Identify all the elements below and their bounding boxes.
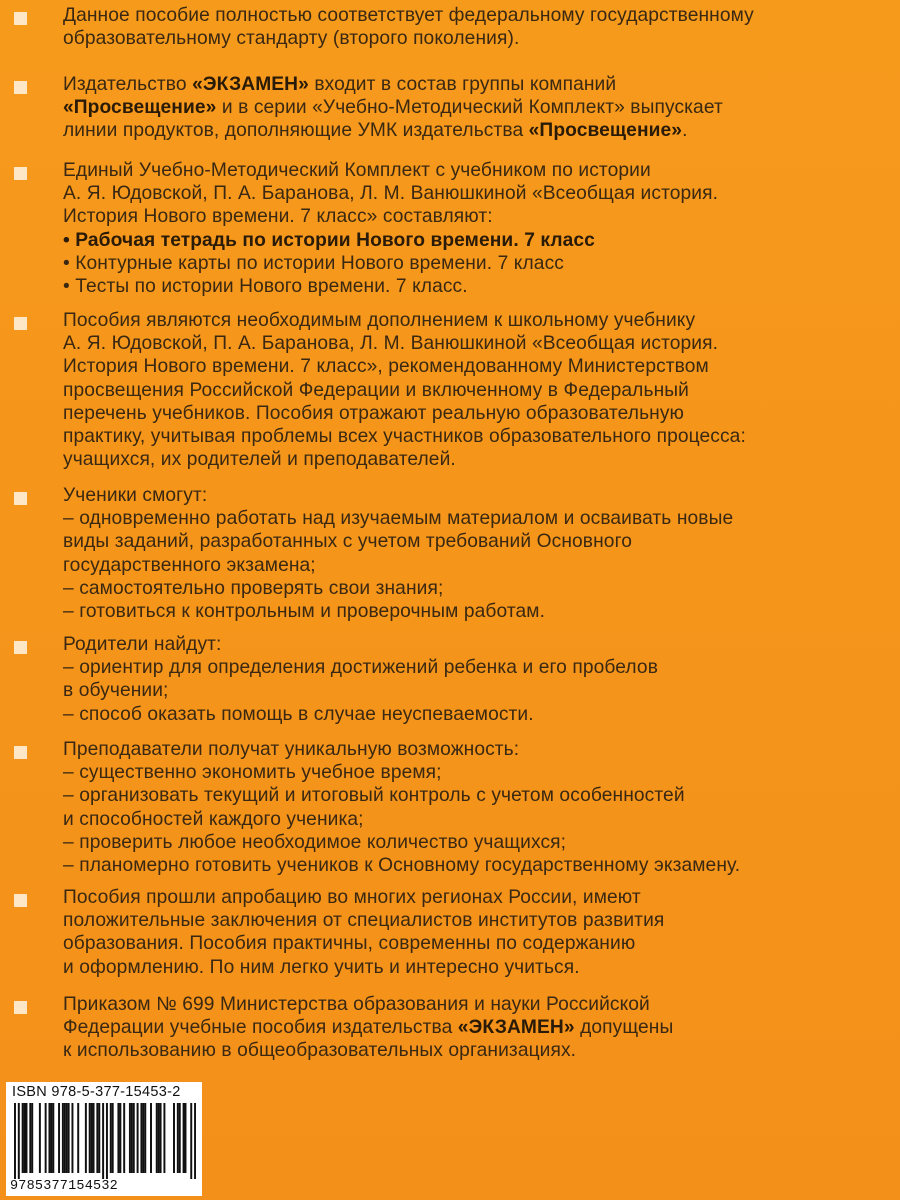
text-line: виды заданий, разработанных с учетом требований Основного — [63, 531, 633, 553]
barcode-bar — [91, 1103, 93, 1173]
isbn-label: ISBN 978-5-377-15453-2 — [12, 1084, 181, 1100]
text-line: перечень учебников. Пособия отражают реальную образовательную — [63, 402, 685, 424]
barcode-bar — [24, 1103, 26, 1173]
barcode-bar — [85, 1103, 87, 1173]
text-line: образования. Пособия практичны, современны по содержанию — [63, 933, 636, 955]
barcode-bar — [98, 1103, 100, 1173]
text-line: к использованию в общеобразовательных организациях. — [63, 1040, 577, 1062]
text-line: – самостоятельно проверять свои знания; — [63, 577, 444, 599]
barcode-bar — [119, 1103, 121, 1173]
barcode-bar — [71, 1103, 73, 1173]
barcode — [6, 1082, 202, 1196]
barcode-bar — [25, 1103, 27, 1173]
square-bullet-icon — [14, 81, 27, 94]
text-line: – планомерно готовить учеников к Основному государственному экзамену. — [63, 855, 741, 877]
barcode-bar — [39, 1103, 41, 1173]
barcode-bar — [177, 1103, 179, 1173]
barcode-bar — [163, 1103, 165, 1173]
barcode-bar — [31, 1103, 33, 1173]
text-line: А. Я. Юдовской, П. А. Барановa, Л. М. Ванюшкиной «Всеобщая история. — [63, 333, 719, 355]
barcode-bar — [106, 1103, 108, 1179]
barcode-bar — [22, 1103, 24, 1173]
barcode-bar — [131, 1103, 133, 1173]
barcode-bar — [144, 1103, 146, 1173]
barcode-bar — [142, 1103, 144, 1173]
text-line: История Нового времени. 7 класс», рекомендованному Министерством — [63, 356, 709, 378]
barcode-bar — [48, 1103, 50, 1173]
barcode-bar — [129, 1103, 131, 1173]
text-line: и оформлению. По ним легко учить и интересно учиться. — [63, 956, 580, 978]
list-item: • Рабочая тетрадь по истории Нового времени. 7 класс — [63, 229, 595, 251]
text-line: Пособия являются необходимым дополнением к школьному учебнику — [63, 310, 696, 331]
barcode-bar — [102, 1103, 104, 1179]
barcode-digits: 9785377154532 — [10, 1179, 118, 1194]
barcode-bar — [133, 1103, 135, 1173]
text-line: Единый Учебно-Методический Комплект с учебником по истории — [63, 160, 651, 181]
barcode-bar — [150, 1103, 152, 1173]
text-line: – ориентир для определения достижений ребенка и его пробелов — [63, 657, 659, 679]
text-line: Преподаватели получат уникальную возможность: — [63, 739, 520, 760]
square-bullet-icon — [14, 492, 27, 505]
barcode-bar — [68, 1103, 70, 1173]
barcode-bar — [140, 1103, 142, 1173]
barcode-bar — [89, 1103, 91, 1173]
barcode-bar — [14, 1103, 16, 1179]
list-item: • Тесты по истории Нового времени. 7 класс. — [63, 276, 468, 298]
barcode-bar — [183, 1103, 185, 1173]
text-line: – организовать текущий и итоговый контроль с учетом особенностей — [63, 785, 685, 807]
barcode-bar — [137, 1103, 139, 1173]
square-bullet-icon — [14, 641, 27, 654]
square-bullet-icon — [14, 746, 27, 759]
barcode-bar — [179, 1103, 181, 1173]
text-line: – проверить любое необходимое количество учащихся; — [63, 831, 567, 853]
barcode-bar — [156, 1103, 158, 1173]
barcode-bar — [112, 1103, 114, 1173]
barcode-bar — [117, 1103, 119, 1173]
text-line: учащихся, их родителей и преподавателей. — [63, 449, 456, 471]
text-line: и способностей каждого ученика; — [63, 808, 364, 830]
text-line: Родители найдут: — [63, 634, 222, 655]
text-line: государственного экзамена; — [63, 554, 316, 576]
text-line: Приказом № 699 Министерства образования и науки Российской — [63, 994, 650, 1015]
text-line: практику, учитывая проблемы всех участников образовательного процесса: — [63, 426, 746, 448]
text-line: История Нового времени. 7 класс» составляют: — [63, 206, 493, 228]
group-name: «Просвещение» — [528, 120, 683, 142]
barcode-bar — [50, 1103, 52, 1173]
square-bullet-icon — [14, 12, 27, 25]
barcode-bar — [110, 1103, 112, 1173]
barcode-bar — [64, 1103, 66, 1173]
square-bullet-icon — [14, 894, 27, 907]
text-line: Издательство «ЭКЗАМЕН» входит в состав группы компаний — [63, 74, 617, 95]
barcode-bar — [123, 1103, 125, 1173]
text-line: – способ оказать помощь в случае неуспеваемости. — [63, 703, 534, 725]
barcode-bars-icon — [14, 1103, 196, 1179]
square-bullet-icon — [14, 1001, 27, 1014]
barcode-bar — [160, 1103, 162, 1173]
text-line: – одновременно работать над изучаемым материалом и осваивать новые — [63, 508, 734, 530]
group-name: «Просвещение» — [63, 97, 217, 119]
barcode-bar — [77, 1103, 79, 1173]
text-line: просвещения Российской Федерации и включенному в Федеральный — [63, 379, 689, 401]
square-bullet-icon — [14, 167, 27, 180]
barcode-bar — [58, 1103, 60, 1173]
barcode-bar — [173, 1103, 175, 1173]
text-line: Федерации учебные пособия издательства «ЭКЗАМЕН» допущены — [63, 1017, 674, 1039]
text-line: Данное пособие полностью соответствует федеральному государственному — [63, 5, 754, 26]
square-bullet-icon — [14, 317, 27, 330]
barcode-bar — [45, 1103, 47, 1173]
barcode-bar — [66, 1103, 68, 1173]
publisher-name: «ЭКЗАМЕН» — [457, 1017, 575, 1039]
barcode-bar — [158, 1103, 160, 1173]
text-line: – готовиться к контрольным и проверочным работам. — [63, 601, 545, 623]
text-line: Ученики смогут: — [63, 485, 208, 506]
text-line: линии продуктов, дополняющие УМК издательства «Просвещение». — [63, 120, 688, 142]
barcode-bar — [29, 1103, 31, 1173]
text-line: – существенно экономить учебное время; — [63, 762, 442, 784]
list-item: • Контурные карты по истории Нового времени. 7 класс — [63, 252, 564, 274]
barcode-bar — [52, 1103, 54, 1173]
barcode-bar — [18, 1103, 20, 1179]
barcode-bar — [190, 1103, 192, 1179]
text-line: Пособия прошли апробацию во многих регионах России, имеют — [63, 887, 641, 908]
barcode-bar — [185, 1103, 187, 1173]
text-line: образовательному стандарту (второго поколения). — [63, 28, 520, 50]
text-line: А. Я. Юдовской, П. А. Барановa, Л. М. Ванюшкиной «Всеобщая история. — [63, 183, 719, 205]
barcode-bar — [194, 1103, 196, 1179]
publisher-name: «ЭКЗАМЕН» — [192, 74, 309, 95]
text-line: в обучении; — [63, 680, 169, 702]
text-line: «Просвещение» и в серии «Учебно-Методический Комплект» выпускает — [63, 97, 723, 119]
barcode-bar — [93, 1103, 95, 1173]
barcode-bar — [62, 1103, 64, 1173]
barcode-bar — [96, 1103, 98, 1173]
text-line: положительные заключения от специалистов институтов развития — [63, 910, 665, 932]
